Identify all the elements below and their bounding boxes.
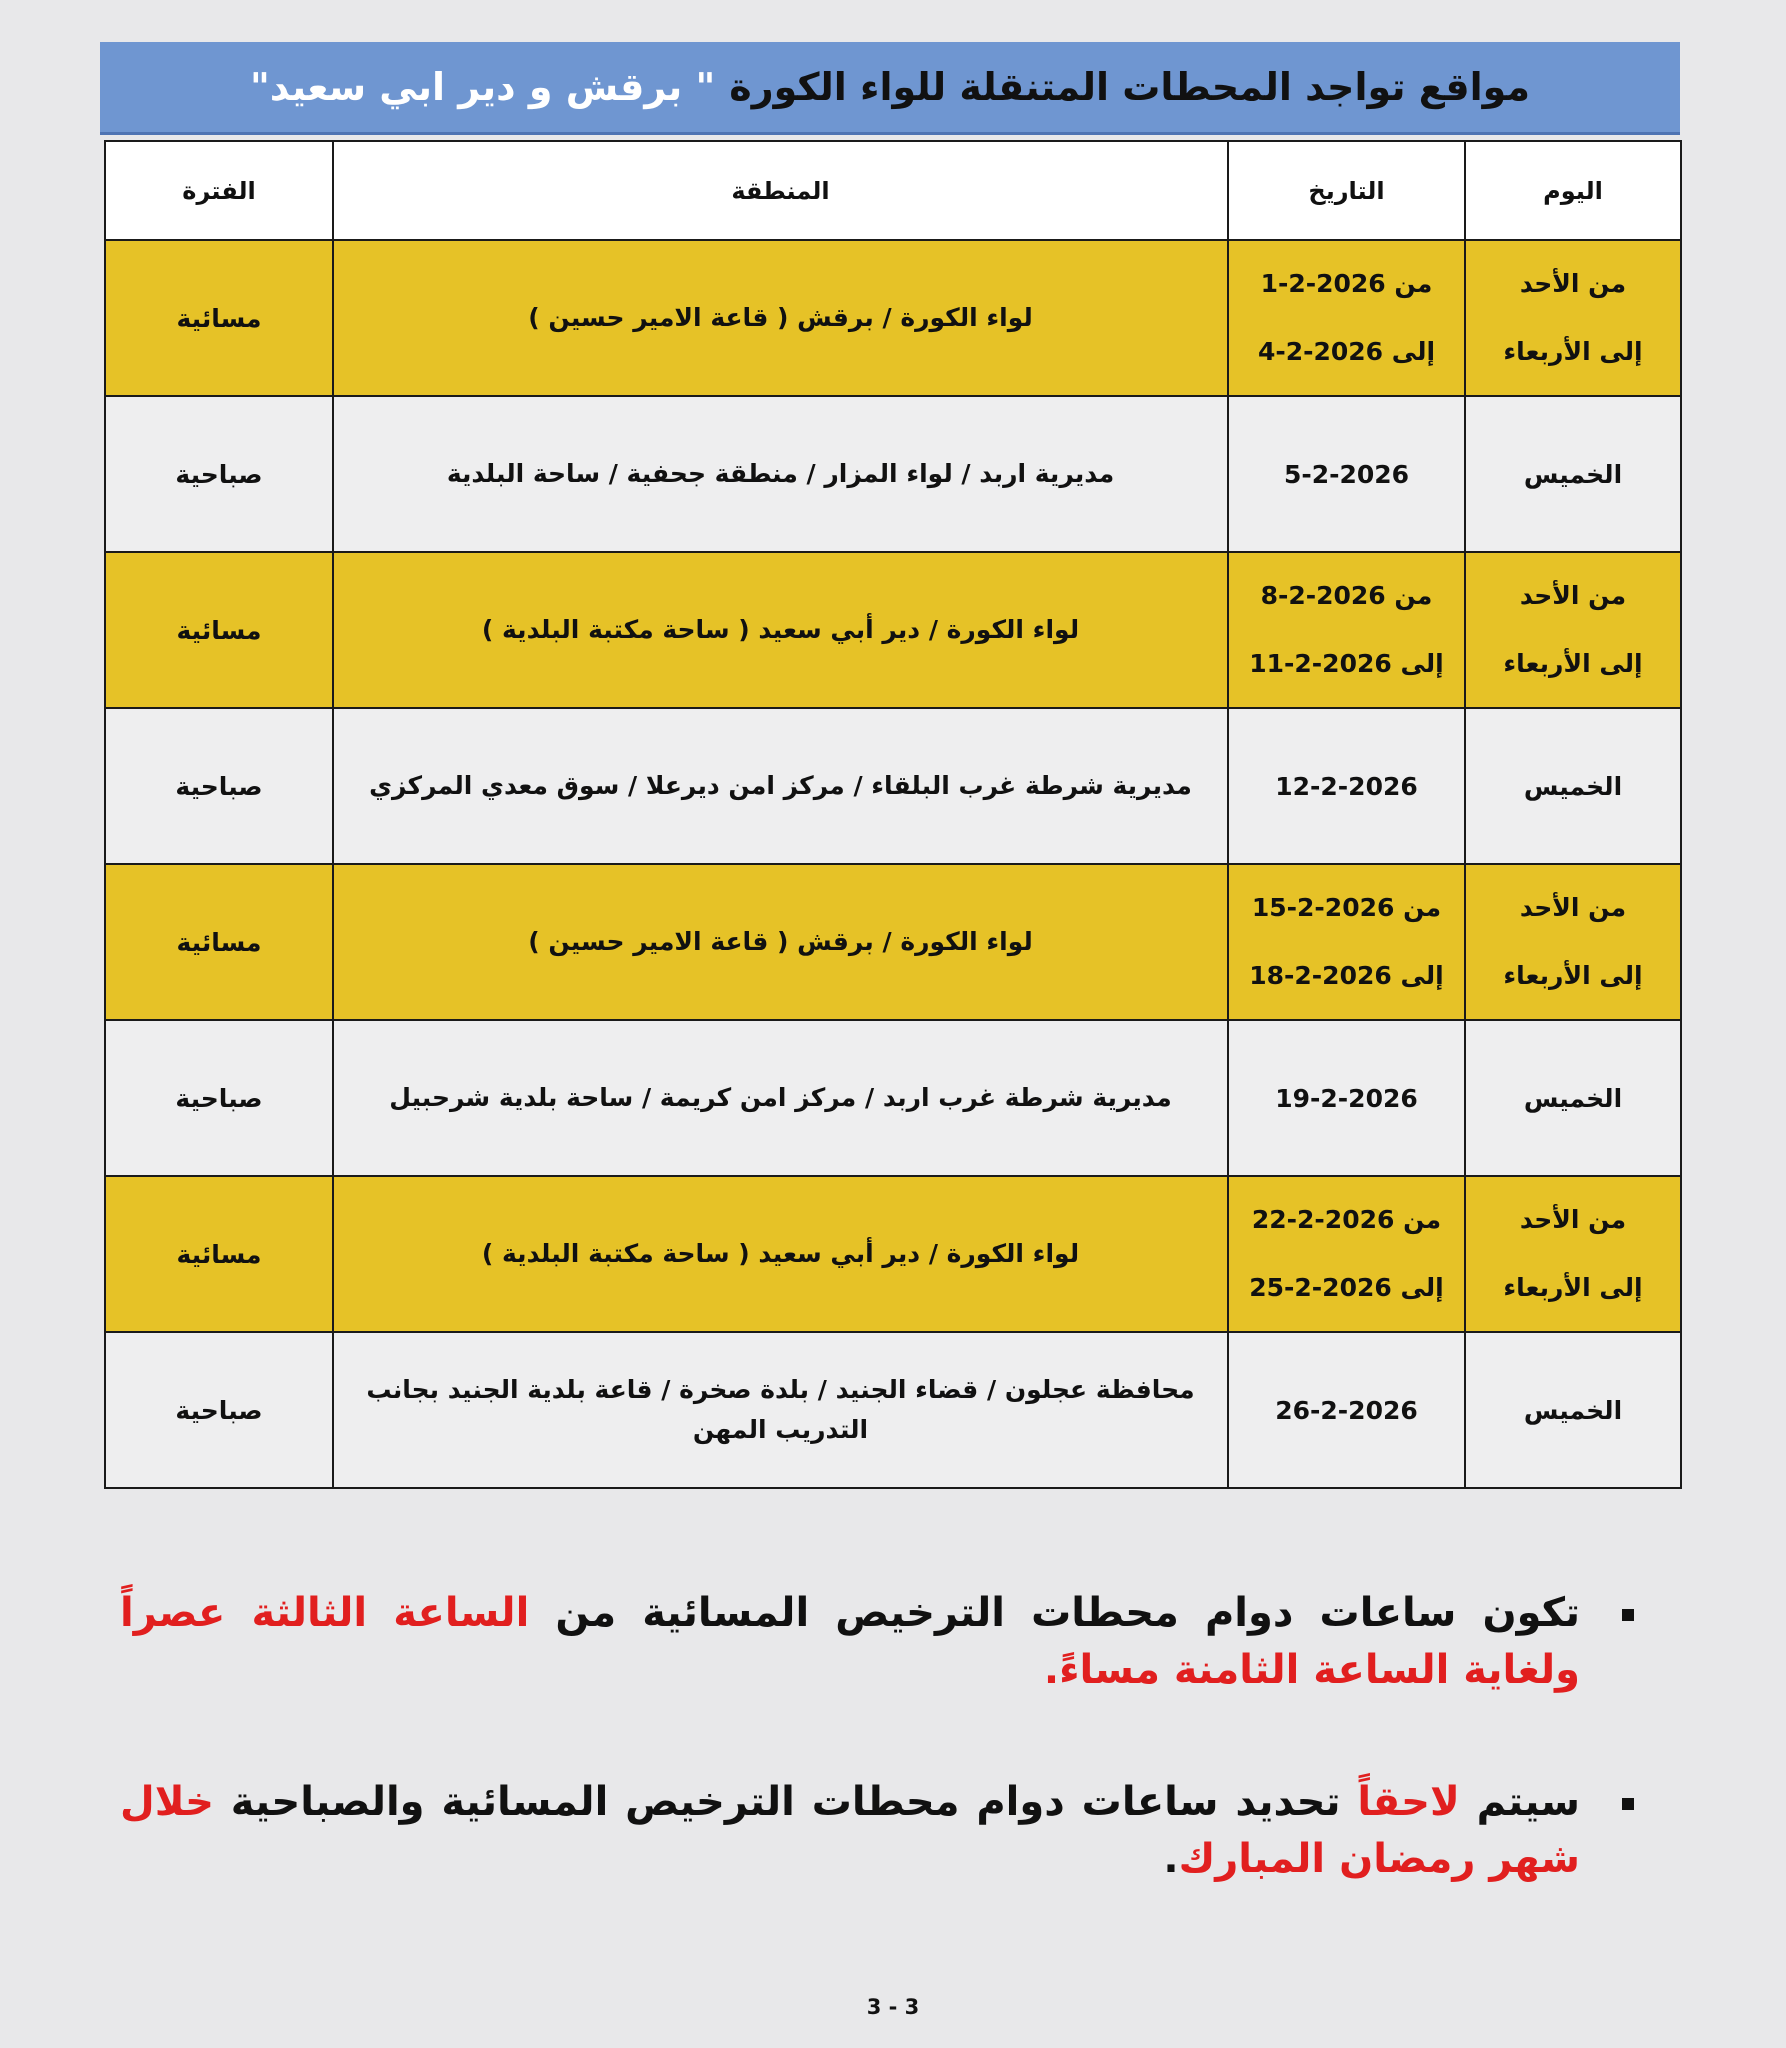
cell-region: لواء الكورة / برقش ( قاعة الامير حسين ) (333, 864, 1228, 1020)
day-to: إلى الأربعاء (1503, 961, 1643, 990)
cell-region: مديرية اربد / لواء المزار / منطقة جحفية / ساحة البلدية (333, 396, 1228, 552)
cell-period: مسائية (105, 552, 333, 708)
day-to: إلى الأربعاء (1503, 337, 1643, 366)
date-from-value: 8-2-2026 (1260, 581, 1386, 610)
page-number (0, 1995, 1786, 2019)
table-row (105, 396, 1681, 552)
cell-region: لواء الكورة / برقش ( قاعة الامير حسين ) (333, 240, 1228, 396)
schedule-table (104, 140, 1682, 1489)
cell-period: صباحية (105, 1332, 333, 1488)
cell-day: الخميس (1465, 1332, 1681, 1488)
day-from: من الأحد (1519, 893, 1627, 922)
date-to-value: 4-2-2026 (1257, 337, 1384, 366)
date-to (1239, 630, 1454, 698)
bullet-square-icon (1622, 1609, 1634, 1621)
date-from (1239, 1186, 1454, 1254)
cell-day (1465, 552, 1681, 708)
date-to-prefix: إلى (1400, 1273, 1444, 1302)
cell-region: مديرية شرطة غرب اربد / مركز امن كريمة / ساحة بلدية شرحبيل (333, 1020, 1228, 1176)
title-quoted: " برقش و دير ابي سعيد" (249, 65, 716, 109)
title-main: مواقع تواجد المحطات المتنقلة للواء الكورة (729, 65, 1531, 109)
note-text: تحديد ساعات دوام محطات الترخيص المسائية والصباحية (213, 1779, 1358, 1825)
day-from: من الأحد (1519, 1205, 1627, 1234)
date-to-value: 25-2-2026 (1249, 1273, 1392, 1302)
cell-region: محافظة عجلون / قضاء الجنيد / بلدة صخرة / قاعة بلدية الجنيد بجانب التدريب المهن (333, 1332, 1228, 1488)
date-to-prefix: إلى (1400, 961, 1444, 990)
note-end: . (1043, 1647, 1060, 1693)
cell-day (1465, 1176, 1681, 1332)
date-from-value: 15-2-2026 (1251, 893, 1395, 922)
cell-day (1465, 240, 1681, 396)
table-row (105, 240, 1681, 396)
cell-period: مسائية (105, 1176, 333, 1332)
note-ramadan-hours (100, 1774, 1700, 1888)
day-to: إلى الأربعاء (1503, 649, 1643, 678)
date-from-value: 22-2-2026 (1251, 1205, 1395, 1234)
note-highlight: الساعة الثالثة عصراً ولغاية الساعة الثامنة مساءً (120, 1590, 1580, 1693)
date-to-prefix: إلى (1391, 337, 1436, 366)
header-date: التاريخ (1228, 141, 1465, 240)
date-value: 19-2-2026 (1275, 1083, 1418, 1113)
date-from (1239, 250, 1454, 318)
cell-region: لواء الكورة / دير أبي سعيد ( ساحة مكتبة البلدية ) (333, 1176, 1228, 1332)
cell-date (1228, 396, 1465, 552)
date-from-prefix: من (1403, 893, 1442, 922)
date-from-value: 1-2-2026 (1260, 269, 1386, 298)
cell-date (1228, 1020, 1465, 1176)
cell-day: الخميس (1465, 396, 1681, 552)
day-from: من الأحد (1519, 269, 1627, 298)
date-value: 12-2-2026 (1275, 771, 1418, 801)
cell-day (1465, 864, 1681, 1020)
date-from-prefix: من (1394, 581, 1433, 610)
cell-period: صباحية (105, 396, 333, 552)
table-row (105, 864, 1681, 1020)
table-row (105, 552, 1681, 708)
date-value: 26-2-2026 (1275, 1395, 1418, 1425)
date-from (1239, 562, 1454, 630)
note-highlight: لاحقاً (1357, 1779, 1460, 1825)
cell-day: الخميس (1465, 708, 1681, 864)
day-to: إلى الأربعاء (1503, 1273, 1643, 1302)
header-region: المنطقة (333, 141, 1228, 240)
note-evening-hours (100, 1585, 1700, 1699)
note-text: تكون ساعات دوام محطات الترخيص المسائية من (529, 1590, 1581, 1636)
table-row (105, 1332, 1681, 1488)
date-to (1239, 1254, 1454, 1322)
table-header-row (105, 141, 1681, 240)
date-from (1239, 874, 1454, 942)
date-to (1239, 942, 1454, 1010)
date-to (1239, 318, 1454, 386)
header-day: اليوم (1465, 141, 1681, 240)
date-to-value: 11-2-2026 (1249, 649, 1392, 678)
header-period: الفترة (105, 141, 333, 240)
note-text: سيتم (1459, 1779, 1580, 1825)
table-row (105, 1176, 1681, 1332)
cell-date (1228, 1332, 1465, 1488)
cell-period: مسائية (105, 240, 333, 396)
date-value: 5-2-2026 (1283, 459, 1410, 489)
date-from-prefix: من (1403, 1205, 1442, 1234)
page-title (100, 42, 1680, 135)
cell-date (1228, 240, 1465, 396)
page-number-text: 3 - 3 (866, 1995, 920, 2019)
cell-date (1228, 552, 1465, 708)
date-from-prefix: من (1394, 269, 1433, 298)
note-highlight: خلال شهر رمضان المبارك (120, 1779, 1580, 1882)
cell-day: الخميس (1465, 1020, 1681, 1176)
cell-region: لواء الكورة / دير أبي سعيد ( ساحة مكتبة البلدية ) (333, 552, 1228, 708)
table-row (105, 708, 1681, 864)
cell-date (1228, 1176, 1465, 1332)
bullet-square-icon (1622, 1798, 1634, 1810)
cell-date (1228, 708, 1465, 864)
table-row (105, 1020, 1681, 1176)
cell-period: مسائية (105, 864, 333, 1020)
cell-period: صباحية (105, 708, 333, 864)
note-end: . (1163, 1836, 1179, 1882)
cell-date (1228, 864, 1465, 1020)
notes-section (100, 1585, 1700, 1963)
date-to-prefix: إلى (1400, 649, 1444, 678)
cell-period: صباحية (105, 1020, 333, 1176)
cell-region: مديرية شرطة غرب البلقاء / مركز امن ديرعلا / سوق معدي المركزي (333, 708, 1228, 864)
date-to-value: 18-2-2026 (1249, 961, 1392, 990)
day-from: من الأحد (1519, 581, 1627, 610)
